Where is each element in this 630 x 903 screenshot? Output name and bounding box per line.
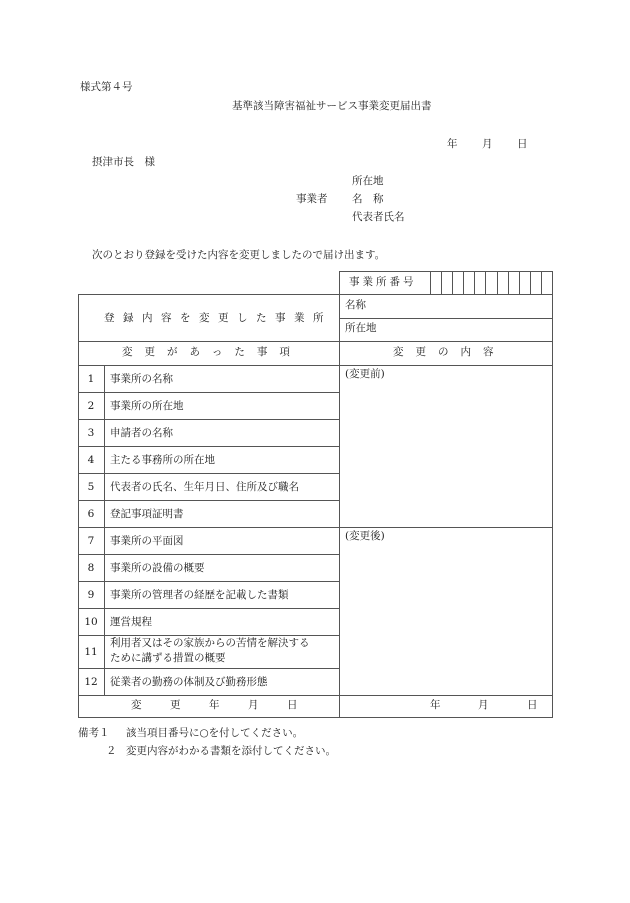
change-item-row[interactable] <box>78 668 339 695</box>
change-item-number[interactable]: 3 <box>87 426 95 439</box>
change-item-row[interactable] <box>78 527 339 554</box>
change-item-label: 代表者の氏名、生年月日、住所及び職名 <box>110 480 299 493</box>
office-number-digit-box[interactable] <box>441 271 452 294</box>
divider <box>78 717 553 718</box>
change-item-label: 運営規程 <box>110 615 152 628</box>
note-2: 変更内容がわかる書類を添付してください。 <box>126 745 336 757</box>
note-2-number: ２ <box>106 745 117 757</box>
office-number-digit-box[interactable] <box>519 271 530 294</box>
office-number-digit-box[interactable] <box>541 271 552 294</box>
change-item-row[interactable] <box>78 392 339 419</box>
change-item-label: 事業所の平面図 <box>110 534 184 547</box>
date-month-label: 月 <box>482 138 493 150</box>
office-number-digit-box[interactable] <box>530 271 541 294</box>
divider <box>78 695 553 696</box>
change-item-number[interactable]: 2 <box>87 399 95 412</box>
change-item-number[interactable]: 8 <box>87 561 95 574</box>
change-date-day[interactable]: 日 <box>527 699 538 711</box>
before-change-field[interactable] <box>340 382 552 526</box>
note-1: 該当項目番号に○を付してください。 <box>126 727 304 739</box>
change-item-number[interactable]: 9 <box>87 588 95 601</box>
office-number-digit-box[interactable] <box>430 271 441 294</box>
change-item-number[interactable]: 10 <box>84 615 98 628</box>
divider <box>78 294 553 295</box>
change-item-label: 登記事項証明書 <box>110 507 184 520</box>
applicant-label: 事業者 <box>296 193 328 205</box>
change-item-label-line2: ために講ずる措置の概要 <box>110 652 226 664</box>
addressee: 摂津市長 様 <box>92 156 155 168</box>
intro-text: 次のとおり登録を受けた内容を変更しましたので届け出ます。 <box>92 249 386 261</box>
date-day-label: 日 <box>517 138 528 150</box>
divider <box>78 341 553 342</box>
office-address-label[interactable]: 所在地 <box>345 322 377 334</box>
change-item-row[interactable] <box>78 635 339 668</box>
divider <box>552 271 553 717</box>
office-number-digit-box[interactable] <box>474 271 485 294</box>
change-item-row[interactable] <box>78 446 339 473</box>
change-item-row[interactable] <box>78 365 339 392</box>
office-number-digit-box[interactable] <box>463 271 474 294</box>
office-name-label[interactable]: 名称 <box>345 299 366 311</box>
change-item-number[interactable]: 12 <box>84 675 98 688</box>
applicant-representative-label: 代表者氏名 <box>352 211 405 223</box>
change-item-number[interactable]: 11 <box>84 645 98 658</box>
applicant-address-label: 所在地 <box>352 175 384 187</box>
after-change-label: (変更後) <box>345 530 385 542</box>
office-number-digit-box[interactable] <box>497 271 508 294</box>
change-item-row[interactable] <box>78 608 339 635</box>
items-header: 変更があった事項 <box>122 346 302 358</box>
change-item-number[interactable]: 6 <box>87 507 95 520</box>
change-item-row[interactable] <box>78 473 339 500</box>
change-item-number[interactable]: 1 <box>87 372 95 385</box>
change-item-row[interactable] <box>78 554 339 581</box>
date-year-label: 年 <box>447 138 458 150</box>
change-item-number[interactable]: 4 <box>87 453 95 466</box>
form-number: 様式第４号 <box>80 81 133 93</box>
change-date-month[interactable]: 月 <box>478 699 489 711</box>
change-item-label: 利用者又はその家族からの苦情を解決する <box>110 637 310 649</box>
divider <box>339 527 552 528</box>
change-date-label: 変 更 年 月 日 <box>131 699 307 711</box>
office-number-digit-box[interactable] <box>485 271 496 294</box>
notes-prefix: 備考１ <box>78 727 110 739</box>
change-item-label: 事業所の設備の概要 <box>110 561 205 574</box>
change-item-row[interactable] <box>78 419 339 446</box>
change-date-year[interactable]: 年 <box>430 699 441 711</box>
divider <box>339 318 552 319</box>
before-change-label: (変更前) <box>345 368 385 380</box>
after-change-field[interactable] <box>340 544 552 694</box>
office-number-label: 事業所番号 <box>349 276 417 288</box>
applicant-name-label: 名 称 <box>352 193 384 205</box>
change-item-label: 事業所の名称 <box>110 372 173 385</box>
change-item-number[interactable]: 5 <box>87 480 95 493</box>
change-item-label: 事業所の所在地 <box>110 399 184 412</box>
change-item-label: 主たる事務所の所在地 <box>110 453 215 466</box>
office-number-digit-box[interactable] <box>508 271 519 294</box>
form-title: 基準該当障害福祉サービス事業変更届出書 <box>232 100 432 112</box>
changed-office-label: 登録内容を変更した事業所 <box>104 312 332 324</box>
change-item-number[interactable]: 7 <box>87 534 95 547</box>
content-header: 変更の内容 <box>393 346 506 358</box>
office-number-digit-box[interactable] <box>452 271 463 294</box>
change-item-label: 事業所の管理者の経歴を記載した書類 <box>110 588 289 601</box>
change-item-row[interactable] <box>78 581 339 608</box>
change-item-label: 申請者の名称 <box>110 426 173 439</box>
change-item-label: 従業者の勤務の体制及び勤務形態 <box>110 675 268 688</box>
change-item-row[interactable] <box>78 500 339 527</box>
